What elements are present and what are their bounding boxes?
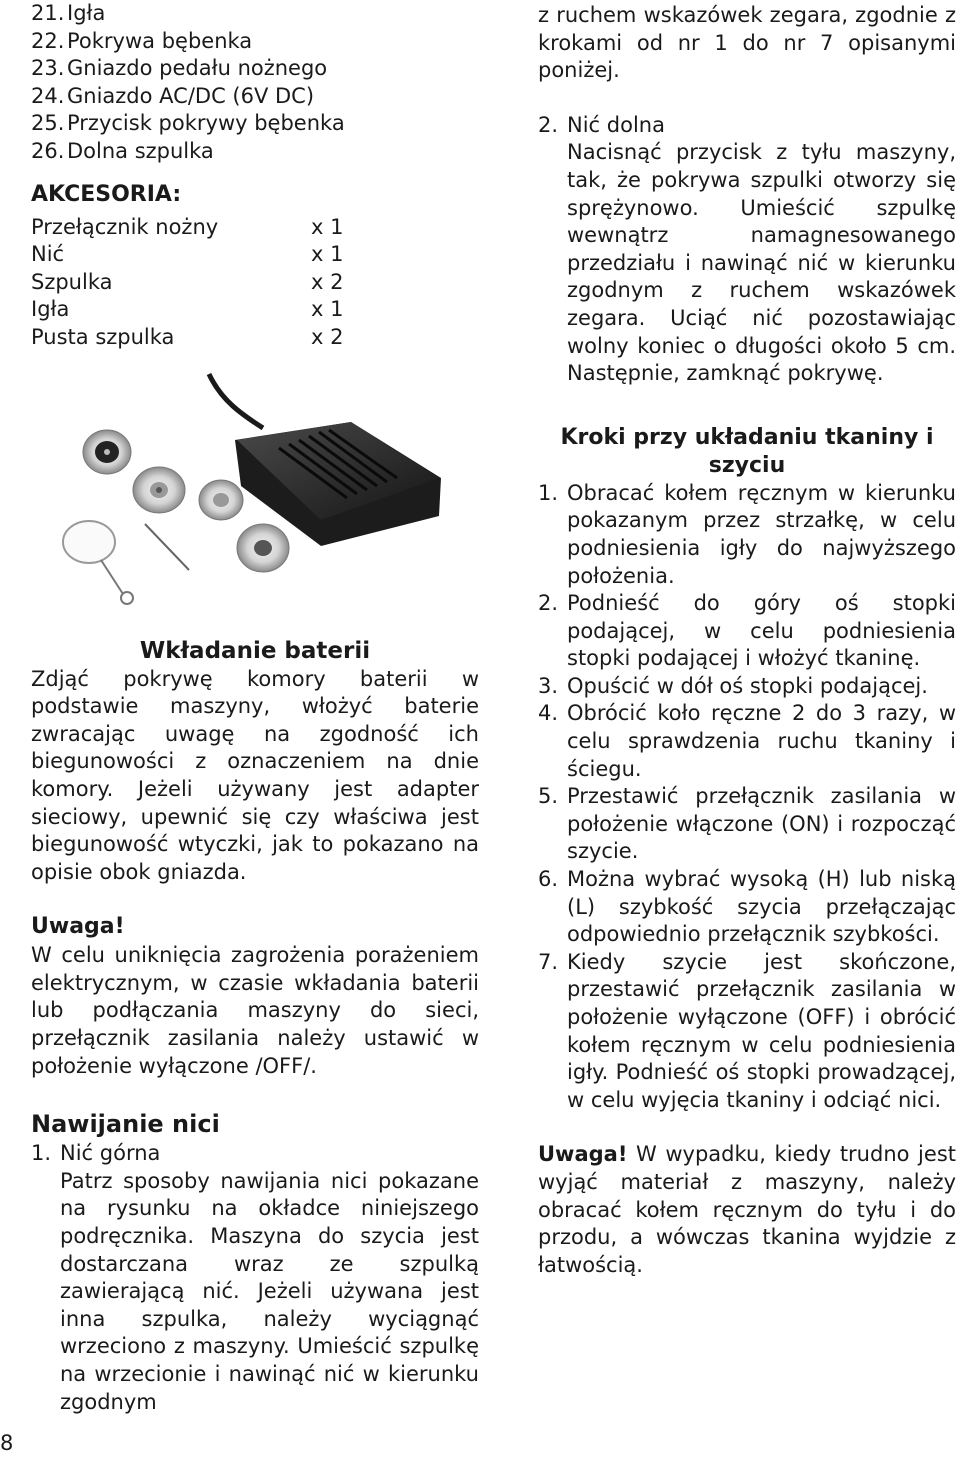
- list-item: 1. Obracać kołem ręcznym w kierunku pokazanym przez strzałkę, w celu podniesienia igły do najwyższego położenia.: [538, 480, 956, 588]
- list-item: 25. Przycisk pokrywy bębenka: [31, 111, 345, 136]
- page-number: 8: [0, 1431, 14, 1455]
- sewing-heading: Kroki przy układaniu tkaniny i szyciu: [560, 424, 934, 478]
- batteries-text: Zdjąć pokrywę komory baterii w podstawie maszyny, włożyć baterie zwracając uwagę na zgodność ich biegunowości z oznaczeniem na dnie komory. Jeżeli używany jest adapter sieciowy, upewnić się czy właściwa jest biegunowość wtyczki, jak to pokazano na opisie obok gniazda.: [31, 666, 479, 884]
- list-item: Szpulka x 2: [31, 269, 344, 294]
- parts-list: [31, 0, 479, 166]
- list-item: Pusta szpulka x 2: [31, 324, 344, 349]
- list-item: 26. Dolna szpulka: [31, 138, 214, 163]
- warning-2: [538, 1141, 956, 1279]
- accessories-illustration: [31, 370, 479, 636]
- list-item: 23. Gniazdo pedału nożnego: [31, 56, 328, 81]
- list-item: 7. Kiedy szycie jest skończone, przestawić przełącznik zasilania w położenie wyłączone (OFF) i obrócić kołem ręcznym w celu podniesienia igły. Podnieść oś stopki prowadzącej, w celu wyjęcia tkaniny i odciąć nici.: [538, 949, 956, 1112]
- warning-2-text: W wypadku, kiedy trudno jest wyjąć materiał z maszyny, należy obracać kołem ręcznym do tyłu i do przodu, a wówczas tkanina wyjdzie z łatwością.: [538, 1142, 956, 1277]
- batteries-heading: Wkładanie baterii: [139, 637, 371, 664]
- threading-item-1-text: Patrz sposoby nawijania nici pokazane na rysunku na okładce niniejszego podręcznika. Maszyna do szycia jest dostarczana wraz ze szpulką zawierającą nić. Jeżeli używana jest inna szpulka, należy wyciągnąć wrzeciono z maszyny. Umieścić szpulkę na wrzecionie i nawinąć nić w kierunku zgodnym: [60, 1168, 479, 1414]
- threading-item-2-text: Nacisnąć przycisk z tyłu maszyny, tak, że pokrywa szpulki otworzy się sprężynowo. Umieścić szpulkę wewnątrz namagnesowanego przedziału i nawinąć nić w kierunku zgodnym z ruchem wskazówek zegara. Uciąć nić pozostawiając wolny koniec o długości około 5 cm. Następnie, zamknąć pokrywę.: [567, 140, 956, 386]
- list-item: Nić x 1: [31, 242, 344, 267]
- accessories-heading: AKCESORIA:: [31, 181, 182, 207]
- warning-2-label: Uwaga!: [538, 1142, 628, 1167]
- list-item: Przełącznik nożny x 1: [31, 214, 344, 239]
- threading-heading: Nawijanie nici: [31, 1110, 220, 1139]
- list-item: 24. Gniazdo AC/DC (6V DC): [31, 83, 315, 108]
- left-column: [31, 0, 479, 1416]
- list-item: Igła x 1: [31, 297, 344, 322]
- list-item: 21. Igła: [31, 1, 106, 25]
- list-item: 5. Przestawić przełącznik zasilania w położenie włączone (ON) i rozpocząć szycie.: [538, 784, 956, 864]
- list-item: 6. Można wybrać wysoką (H) lub niską (L) szybkość szycia przełączając odpowiednio przełącznik szybkości.: [538, 867, 956, 947]
- warning-text: W celu uniknięcia zagrożenia porażeniem elektrycznym, w czasie wkładania baterii lub podłączania maszyny do sieci, przełącznik zasilania należy ustawić w położenie wyłączone /OFF/.: [31, 943, 479, 1078]
- list-item: 4. Obrócić koło ręczne 2 do 3 razy, w celu sprawdzenia ruchu tkaniny i ściegu.: [538, 701, 956, 781]
- threading-item-1-title: Nić górna: [60, 1141, 161, 1166]
- right-column: [538, 2, 956, 1279]
- warning-heading: Uwaga!: [31, 914, 125, 940]
- list-item: 3. Opuścić w dół oś stopki podającej.: [538, 673, 928, 698]
- list-item: 2. Podnieść do góry oś stopki podającej, w celu podniesienia stopki podającej i włożyć tkaninę.: [538, 591, 956, 671]
- accessories-list: [31, 214, 479, 352]
- foot-pedal-and-bobbins-image: [31, 370, 479, 636]
- threading-item-1: 1. Nić górna: [31, 1140, 479, 1168]
- sewing-steps: [538, 480, 956, 1115]
- threading-item-1-text-continued: z ruchem wskazówek zegara, zgodnie z krokami od nr 1 do nr 7 opisanymi poniżej.: [538, 3, 956, 83]
- threading-item-2-title: Nić dolna: [567, 112, 665, 137]
- list-item: 22. Pokrywa bębenka: [31, 28, 253, 53]
- threading-item-2: 2. Nić dolna: [538, 112, 956, 140]
